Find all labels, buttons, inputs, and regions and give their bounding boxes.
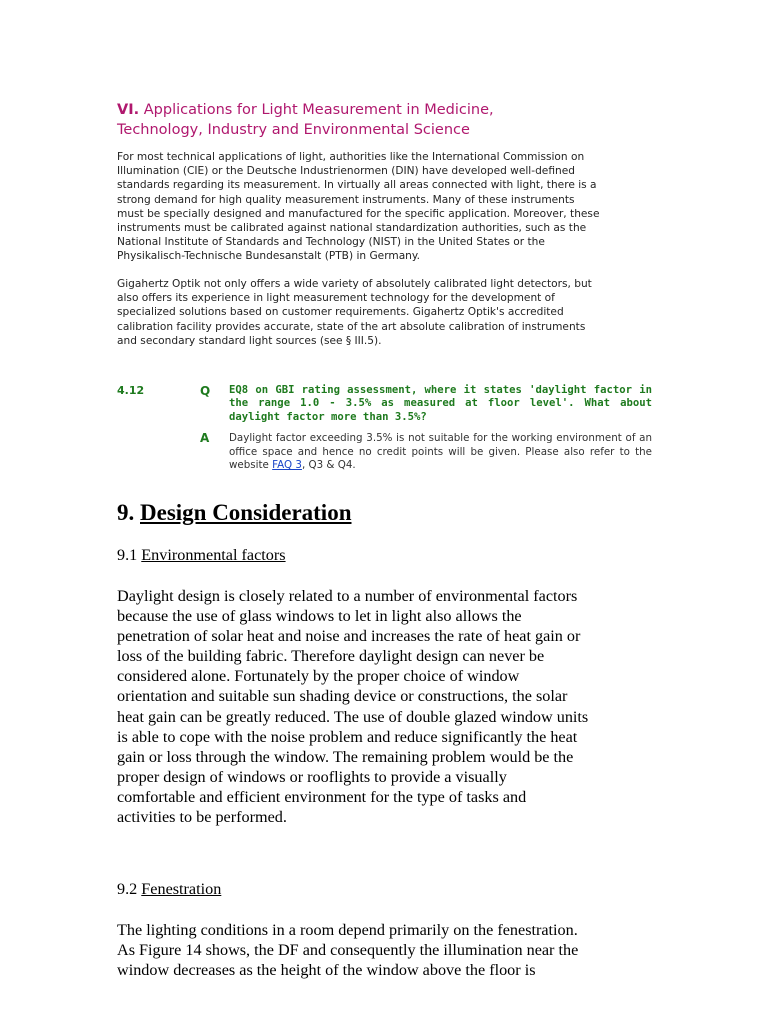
gigahertz-paragraph [117, 277, 662, 348]
faq-3-link[interactable]: FAQ 3 [272, 459, 302, 471]
text-line: loss of the building fabric. Therefore daylight design can never be [117, 647, 545, 666]
text-line: activities to be performed. [117, 808, 287, 827]
faq-answer-tail: , Q3 & Q4. [301, 459, 356, 471]
environmental-factors-subheading [117, 546, 286, 565]
faq-question-marker: Q [200, 384, 211, 398]
text-line: because the use of glass windows to let in light also allows the [117, 607, 522, 626]
text-line: As Figure 14 shows, the DF and consequently the illumination near the [117, 941, 579, 960]
text-line: orientation and suitable sun shading device or constructions, the solar [117, 687, 568, 706]
text-line: comfortable and efficient environment for the type of tasks and [117, 787, 527, 806]
design-consideration-heading [117, 500, 352, 526]
subsection-9-1-number: 9.1 [117, 546, 142, 564]
fenestration-paragraph [117, 920, 637, 980]
text-line: also offers its experience in light measurement technology for the development of [117, 292, 555, 305]
section-vi-number: VI. [117, 102, 140, 118]
text-line: standards regarding its measurement. In virtually all areas connected with light, there is a [117, 179, 597, 192]
text-line: Illumination (CIE) or the Deutsche Industrienormen (DIN) have developed well-defined [117, 165, 575, 178]
section-9-title: Design Consideration [140, 500, 352, 525]
text-line: For most technical applications of light, authorities like the International Commission on [117, 151, 585, 163]
text-line: and secondary standard light sources (see § III.5). [117, 334, 382, 347]
text-line: gain or loss through the window. The remaining problem would be the [117, 747, 574, 766]
text-line: heat gain can be greatly reduced. The use of double glazed window units [117, 707, 589, 726]
subsection-9-2-title: Fenestration [141, 880, 222, 898]
text-line: calibration facility provides accurate, state of the art absolute calibration of instruments [117, 320, 586, 333]
text-line: strong demand for high quality measurement instruments. Many of these instruments [117, 193, 575, 206]
section-vi-title-line1: Applications for Light Measurement in Medicine, [139, 102, 494, 118]
text-line: penetration of solar heat and noise and increases the rate of heat gain or [117, 627, 581, 646]
intro-paragraph [117, 150, 662, 264]
text-line: Gigahertz Optik not only offers a wide variety of absolutely calibrated light detectors, but [117, 278, 592, 290]
text-line: instruments must be calibrated against national standardization authorities, such as the [117, 222, 587, 235]
section-9-number: 9. [117, 500, 140, 525]
text-line: specialized solutions based on customer requirements. Gigahertz Optik's accredited [117, 306, 564, 319]
fenestration-subheading [117, 880, 221, 899]
faq-number: 4.12 [117, 384, 145, 397]
text-line: must be specially designed and manufactured for the specific application. Moreover, these [117, 207, 600, 220]
text-line: National Institute of Standards and Technology (NIST) in the United States or the [117, 236, 545, 249]
faq-answer-text: Daylight factor exceeding 3.5% is not suitable for the working environment of an office space and hence no credit points will be given. Please also refer to the website [229, 432, 652, 471]
subsection-9-2-number: 9.2 [117, 880, 142, 898]
faq-question: EQ8 on GBI rating assessment, where it states 'daylight factor in the range 1.0 - 3.5% as measured at floor level'. What about daylight factor more than 3.5%? [229, 384, 652, 423]
text-line: Physikalisch-Technische Bundesanstalt (PTB) in Germany. [117, 250, 421, 263]
faq-answer [229, 432, 652, 473]
section-vi-heading [117, 100, 677, 140]
text-line: window decreases as the height of the window above the floor is [117, 961, 536, 980]
text-line: is able to cope with the noise problem and reduce significantly the heat [117, 727, 578, 746]
text-line: proper design of windows or rooflights to provide a visually [117, 767, 507, 786]
section-vi-title-line2: Technology, Industry and Environmental Science [117, 122, 470, 138]
text-line: Daylight design is closely related to a number of environmental factors [117, 587, 578, 605]
subsection-9-1-title: Environmental factors [141, 546, 286, 564]
text-line: considered alone. Fortunately by the proper choice of window [117, 667, 520, 686]
environmental-factors-paragraph [117, 586, 637, 827]
text-line: The lighting conditions in a room depend primarily on the fenestration. [117, 921, 578, 939]
faq-answer-marker: A [200, 431, 210, 445]
